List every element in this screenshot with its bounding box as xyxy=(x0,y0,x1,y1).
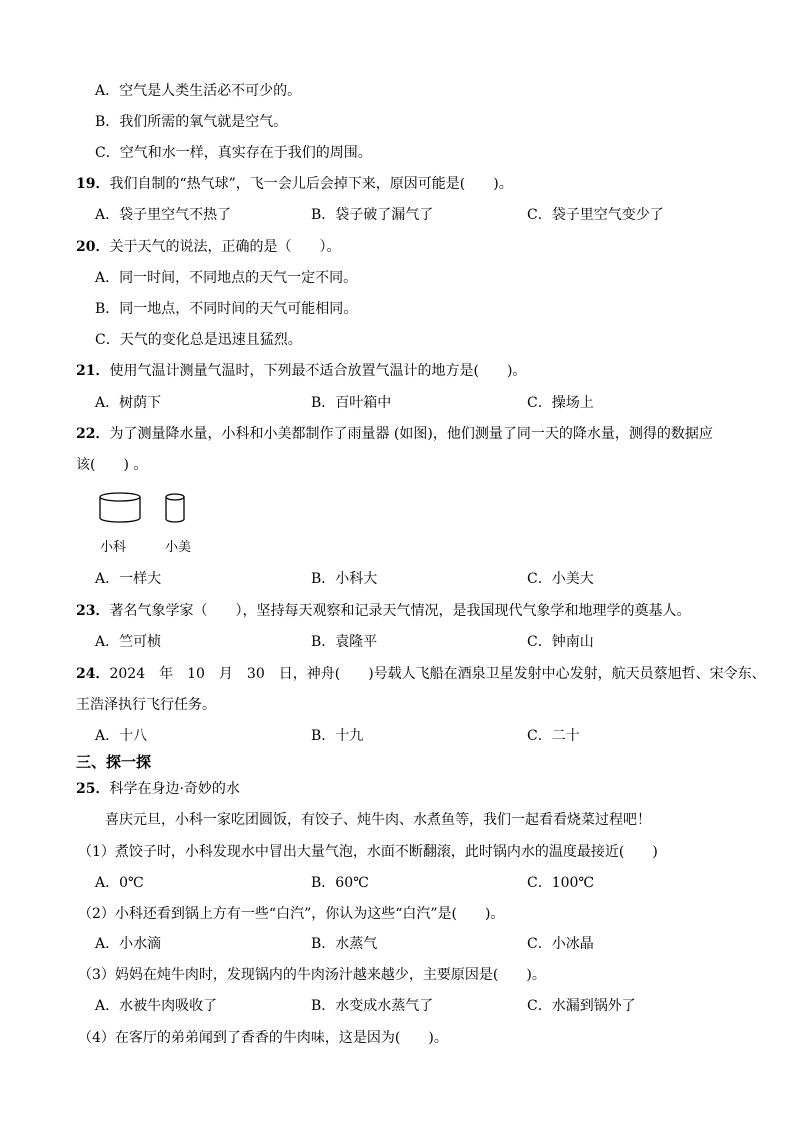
q21-option-a: A．树荫下 xyxy=(95,395,162,411)
question-number: 25． xyxy=(76,781,110,797)
q23-option-c: C．钟南山 xyxy=(527,634,594,650)
question-stem: 为了测量降水量，小科和小美都制作了雨量器 (如图)，他们测量了同一天的降水量，测得的数据应 xyxy=(109,426,713,442)
q20-option-c: C．天气的变化总是迅速且猛烈。 xyxy=(95,332,302,348)
q24-option-a: A．十八 xyxy=(95,728,148,744)
q25-sub1-option-b: B．60℃ xyxy=(311,875,369,891)
q22-option-a: A．一样大 xyxy=(95,571,162,587)
q18-option-b: B．我们所需的氧气就是空气。 xyxy=(95,114,288,130)
figure-label-xiaoke: 小科 xyxy=(100,540,127,555)
question-number: 20． xyxy=(76,239,110,255)
q25-sub3-option-c: C．水漏到锅外了 xyxy=(527,998,636,1014)
q22-option-b: B．小科大 xyxy=(311,571,378,587)
q25-intro: 喜庆元旦，小科一家吃团圆饭，有饺子、炖牛肉、水煮鱼等，我们一起看看烧菜过程吧！ xyxy=(105,812,651,828)
question-25 xyxy=(76,780,240,798)
question-stem: 使用气温计测量气温时，下列最不适合放置气温计的地方是( )。 xyxy=(109,363,527,379)
q25-sub3: （3）妈妈在炖牛肉时，发现锅内的牛肉汤汁越来越少，主要原因是( )。 xyxy=(78,967,546,983)
question-stem: 著名气象学家（ ），坚持每天观察和记录天气情况，是我国现代气象学和地理学的奠基人。 xyxy=(109,603,691,619)
question-number: 23． xyxy=(76,603,110,619)
q25-sub2: （2）小科还看到锅上方有一些“白汽”，你认为这些“白汽”是( )。 xyxy=(78,906,505,922)
question-24-continued: 王浩泽执行飞行任务。 xyxy=(76,697,216,713)
question-number: 19． xyxy=(76,176,110,192)
question-24 xyxy=(76,665,766,683)
q23-option-b: B．袁隆平 xyxy=(311,634,378,650)
question-19 xyxy=(76,175,513,193)
q20-option-b: B．同一地点，不同时间的天气可能相同。 xyxy=(95,301,358,317)
section-heading: 三、探一探 xyxy=(76,753,152,771)
q24-option-b: B．十九 xyxy=(311,728,364,744)
question-22-continued: 该( ) 。 xyxy=(76,457,148,473)
question-number: 22． xyxy=(76,426,110,442)
q25-sub2-option-b: B．水蒸气 xyxy=(311,936,378,952)
q18-option-c: C．空气和水一样，真实存在于我们的周围。 xyxy=(95,145,372,161)
q25-sub3-option-a: A．水被牛肉吸收了 xyxy=(95,998,218,1014)
rain-gauge-figure xyxy=(94,490,194,530)
narrow-cylinder-icon xyxy=(166,494,184,522)
q21-option-c: C．操场上 xyxy=(527,395,594,411)
q19-option-a: A．袋子里空气不热了 xyxy=(95,207,232,223)
wide-cylinder-icon xyxy=(100,493,140,522)
q20-option-a: A．同一时间，不同地点的天气一定不同。 xyxy=(95,270,358,286)
q25-sub1-option-c: C．100℃ xyxy=(527,875,595,891)
question-stem: 关于天气的说法，正确的是（ ）。 xyxy=(109,239,341,255)
q18-option-a: A．空气是人类生活必不可少的。 xyxy=(95,83,302,99)
question-stem: 2024 年 10 月 30 日，神舟( )号载人飞船在酒泉卫星发射中心发射，航天员蔡旭哲、宋令东、 xyxy=(109,666,766,682)
q25-sub2-option-a: A．小水滴 xyxy=(95,936,162,952)
q25-sub2-option-c: C．小冰晶 xyxy=(527,936,594,952)
q23-option-a: A．竺可桢 xyxy=(95,634,162,650)
figure-label-xiaomei: 小美 xyxy=(165,540,192,555)
question-number: 24． xyxy=(76,666,110,682)
q19-option-c: C．袋子里空气变少了 xyxy=(527,207,664,223)
q25-sub3-option-b: B．水变成水蒸气了 xyxy=(311,998,434,1014)
question-21 xyxy=(76,362,526,380)
question-stem: 科学在身边·奇妙的水 xyxy=(109,781,240,797)
question-number: 21． xyxy=(76,363,110,379)
q22-option-c: C．小美大 xyxy=(527,571,594,587)
q21-option-b: B．百叶箱中 xyxy=(311,395,392,411)
q25-sub1-option-a: A．0℃ xyxy=(95,875,144,891)
question-23 xyxy=(76,602,690,620)
q24-option-c: C．二十 xyxy=(527,728,580,744)
q19-option-b: B．袋子破了漏气了 xyxy=(311,207,434,223)
question-20 xyxy=(76,238,340,256)
question-22 xyxy=(76,425,713,443)
q25-sub1: （1）煮饺子时，小科发现水中冒出大量气泡，水面不断翻滚，此时锅内水的温度最接近( ) xyxy=(78,844,658,860)
question-stem: 我们自制的“热气球”，飞一会儿后会掉下来，原因可能是( )。 xyxy=(109,176,513,192)
q25-sub4: （4）在客厅的弟弟闻到了香香的牛肉味，这是因为( )。 xyxy=(78,1030,448,1046)
